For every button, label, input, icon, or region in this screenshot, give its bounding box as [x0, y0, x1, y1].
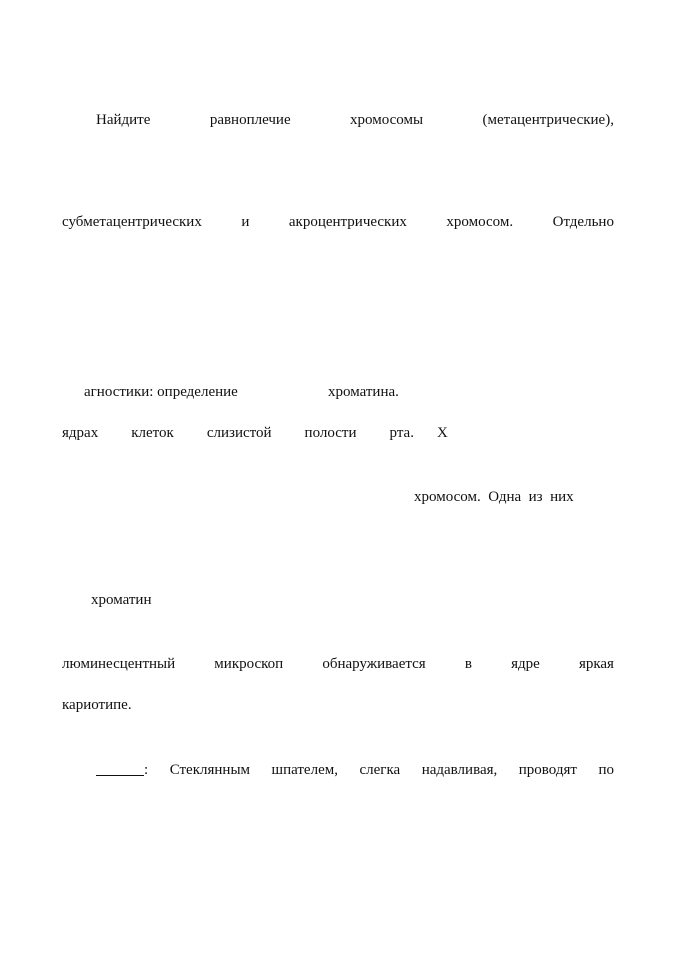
word: субметацентрических [62, 214, 202, 230]
text-line-4-x: X [437, 425, 448, 441]
word: ядрах [62, 425, 99, 441]
text-line-8: кариотипе. [62, 697, 132, 713]
word: микроскоп [214, 656, 284, 672]
word: обнаруживается [322, 656, 426, 672]
word: яркая [578, 656, 614, 672]
word: рта. [389, 425, 414, 441]
word: люминесцентный [62, 656, 176, 672]
text-line-5: хромосом. Одна из них [414, 489, 574, 505]
word: ядре [511, 656, 540, 672]
word: Отдельно [552, 214, 614, 230]
word: Найдите [96, 112, 151, 128]
word: клеток [131, 425, 174, 441]
word: слизистой [206, 425, 272, 441]
text-line-4 [62, 424, 414, 442]
text-line-9-content: : Стеклянным шпателем, слегка надавливая, проводят по [144, 762, 614, 778]
answer-blank [96, 761, 144, 776]
word: акроцентрических [288, 214, 407, 230]
text-line-6: хроматин [91, 592, 152, 608]
text-line-2 [62, 213, 614, 231]
word: и [241, 214, 250, 230]
text-line-7 [62, 655, 614, 673]
text-line-9 [96, 761, 614, 779]
text-line-3a: агностики: определение [84, 384, 238, 400]
word: равноплечие [209, 112, 291, 128]
text-line-3b: хроматина. [328, 384, 399, 400]
word: полости [304, 425, 357, 441]
text-line-1 [96, 111, 614, 129]
word: в [464, 656, 472, 672]
word: хромосом. [446, 214, 514, 230]
word: (метацентрические), [482, 112, 614, 128]
word: хромосомы [350, 112, 424, 128]
